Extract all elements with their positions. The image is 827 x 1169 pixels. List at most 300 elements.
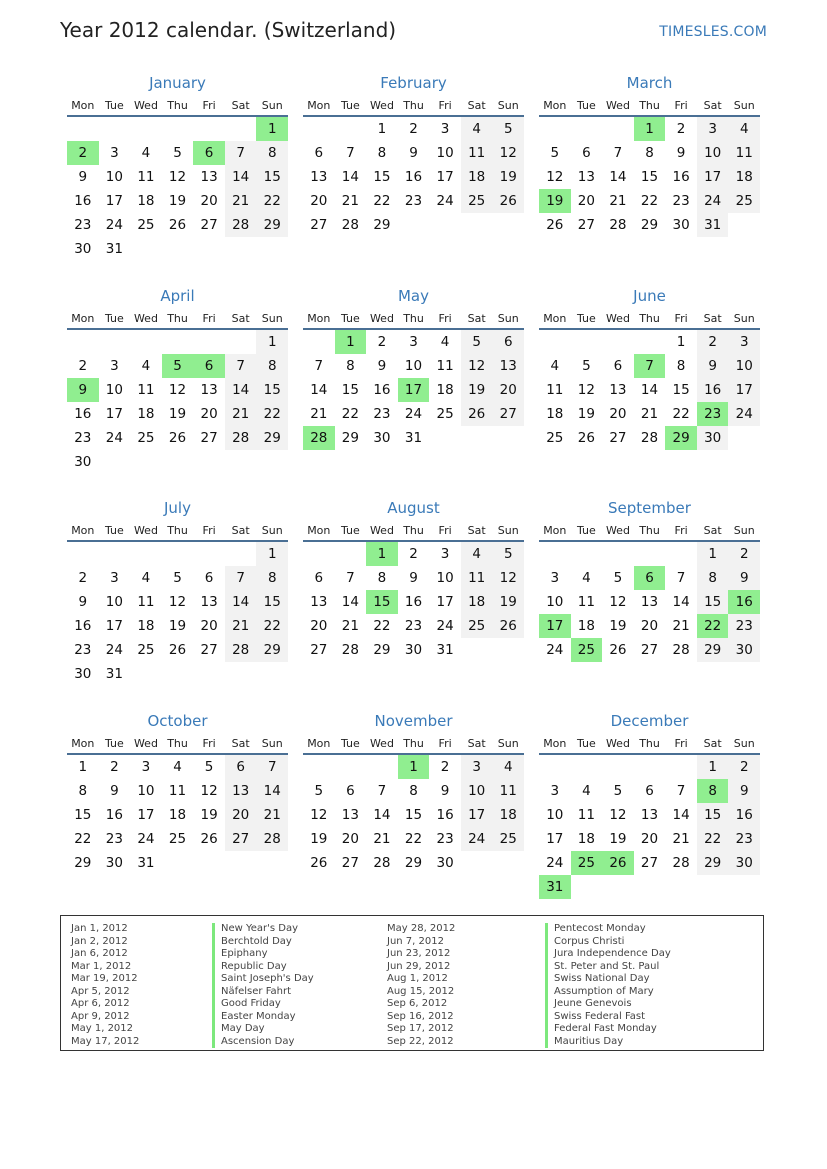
day-cell: 5 — [461, 330, 493, 354]
weekday-header: Tue — [104, 98, 124, 112]
weekday-header: Fri — [202, 523, 216, 537]
day-cell: 15 — [697, 803, 729, 827]
weekday-header: Fri — [438, 736, 452, 750]
month-title: May — [397, 287, 429, 305]
month-title: September — [608, 499, 691, 517]
month-february — [303, 71, 524, 237]
weekday-header-row — [67, 95, 288, 117]
day-cell: 20 — [200, 618, 218, 634]
day-cell: 18 — [461, 165, 493, 189]
day-cell: 28 — [225, 426, 257, 450]
day-cell: 25 — [461, 189, 493, 213]
weekday-header: Sat — [231, 736, 250, 750]
day-cell: 10 — [404, 358, 423, 374]
day-cell: 13 — [341, 807, 359, 823]
day-cell: 6 — [613, 358, 623, 374]
day-cell: 8 — [676, 358, 686, 374]
day-cell: 1 — [366, 542, 398, 566]
week-row — [539, 875, 760, 899]
day-cell: 30 — [672, 217, 690, 233]
weekday-header: Mon — [71, 736, 95, 750]
week-row — [67, 638, 288, 662]
day-cell: 27 — [310, 642, 328, 658]
day-cell: 25 — [436, 406, 454, 422]
empty-cell — [602, 875, 634, 899]
holiday-name: Swiss National Day — [545, 973, 650, 986]
weekday-header: Tue — [340, 311, 360, 325]
day-cell: 2 — [409, 121, 418, 137]
week-row — [303, 779, 524, 803]
day-cell: 30 — [436, 855, 454, 871]
empty-cell — [492, 426, 524, 450]
day-cell: 20 — [341, 831, 359, 847]
day-cell: 25 — [571, 638, 603, 662]
day-cell: 9 — [697, 354, 729, 378]
day-cell: 23 — [728, 614, 760, 638]
day-cell: 11 — [436, 358, 454, 374]
day-cell: 16 — [105, 807, 123, 823]
week-row — [67, 803, 288, 827]
weekday-header: Tue — [104, 311, 124, 325]
holiday-name: Federal Fast Monday — [545, 1023, 657, 1036]
day-cell: 21 — [225, 614, 257, 638]
weekday-header: Wed — [369, 98, 394, 112]
week-row — [303, 378, 524, 402]
empty-cell — [225, 237, 257, 261]
day-cell: 16 — [697, 378, 729, 402]
day-cell: 23 — [728, 827, 760, 851]
empty-cell — [665, 542, 697, 566]
day-cell: 12 — [577, 382, 595, 398]
week-row — [539, 638, 760, 662]
day-cell: 15 — [341, 382, 359, 398]
day-cell: 22 — [672, 406, 690, 422]
month-title: November — [374, 712, 453, 730]
day-cell: 22 — [256, 402, 288, 426]
week-row — [67, 450, 288, 474]
day-cell: 7 — [346, 145, 355, 161]
day-cell: 5 — [173, 570, 182, 586]
day-cell: 17 — [461, 803, 493, 827]
weekday-header: Sat — [231, 523, 250, 537]
day-cell: 20 — [640, 618, 659, 634]
day-cell: 21 — [341, 193, 359, 209]
weekday-header: Thu — [167, 311, 188, 325]
day-cell: 19 — [609, 618, 627, 634]
day-cell: 27 — [341, 855, 359, 871]
week-row — [539, 402, 760, 426]
month-title: December — [610, 712, 689, 730]
day-cell: 13 — [225, 779, 257, 803]
day-cell: 29 — [256, 213, 288, 237]
day-cell: 5 — [162, 354, 194, 378]
site-link[interactable]: TIMESLES.COM — [659, 24, 767, 40]
weekday-header: Sun — [733, 523, 755, 537]
day-cell: 16 — [74, 618, 92, 634]
day-cell: 22 — [256, 189, 288, 213]
week-row — [67, 189, 288, 213]
day-cell: 31 — [539, 875, 571, 899]
empty-cell — [193, 662, 225, 686]
day-cell: 18 — [577, 831, 595, 847]
weekday-header: Thu — [403, 311, 424, 325]
day-cell: 12 — [200, 783, 218, 799]
week-row — [539, 827, 760, 851]
day-cell: 27 — [310, 217, 328, 233]
empty-cell — [602, 330, 634, 354]
day-cell: 14 — [672, 807, 690, 823]
day-cell: 21 — [256, 803, 288, 827]
holiday-name: May Day — [212, 1023, 265, 1036]
day-cell: 1 — [256, 330, 288, 354]
week-row — [303, 803, 524, 827]
empty-cell — [130, 330, 162, 354]
day-cell: 27 — [640, 642, 659, 658]
day-cell: 19 — [168, 406, 187, 422]
empty-cell — [193, 330, 225, 354]
day-cell: 17 — [728, 378, 760, 402]
week-row — [303, 566, 524, 590]
empty-cell — [162, 237, 194, 261]
day-cell: 7 — [314, 358, 324, 374]
day-cell: 7 — [225, 141, 257, 165]
day-cell: 10 — [105, 169, 123, 185]
holiday-date: Jan 1, 2012 — [71, 923, 128, 934]
empty-cell — [130, 237, 162, 261]
day-cell: 5 — [314, 783, 324, 799]
day-cell: 1 — [697, 755, 729, 779]
weekday-header: Thu — [167, 98, 188, 112]
week-row — [303, 330, 524, 354]
empty-cell — [665, 755, 697, 779]
day-cell: 19 — [577, 406, 595, 422]
holiday-name: Näfelser Fahrt — [212, 986, 291, 999]
weekday-header: Sat — [703, 736, 722, 750]
day-cell: 22 — [74, 831, 92, 847]
empty-cell — [225, 851, 257, 875]
day-cell: 20 — [640, 831, 659, 847]
weekday-header: Thu — [639, 311, 660, 325]
week-row — [67, 213, 288, 237]
day-cell: 8 — [377, 145, 387, 161]
empty-cell — [162, 450, 194, 474]
day-cell: 14 — [310, 382, 328, 398]
day-cell: 25 — [137, 430, 155, 446]
month-title: March — [626, 74, 673, 92]
weekday-header: Wed — [605, 736, 630, 750]
day-cell: 23 — [697, 402, 729, 426]
week-row — [539, 426, 760, 450]
day-cell: 21 — [225, 402, 257, 426]
week-row — [539, 614, 760, 638]
day-cell: 2 — [377, 334, 387, 350]
day-cell: 5 — [173, 145, 182, 161]
empty-cell — [162, 851, 194, 875]
day-cell: 10 — [436, 570, 454, 586]
day-cell: 7 — [676, 783, 686, 799]
weekday-header: Tue — [104, 523, 124, 537]
week-row — [67, 165, 288, 189]
weekday-header: Fri — [438, 98, 452, 112]
day-cell: 18 — [546, 406, 564, 422]
holiday-name: Swiss Federal Fast — [545, 1011, 645, 1024]
week-row — [539, 542, 760, 566]
empty-cell — [130, 450, 162, 474]
day-cell: 21 — [310, 406, 328, 422]
day-cell: 28 — [256, 827, 288, 851]
day-cell: 26 — [168, 430, 187, 446]
weekday-header-row — [303, 520, 524, 542]
holiday-name: Assumption of Mary — [545, 986, 654, 999]
weekday-header: Wed — [605, 98, 630, 112]
weekday-header: Thu — [639, 98, 660, 112]
day-cell: 1 — [256, 117, 288, 141]
weekday-header: Wed — [369, 736, 394, 750]
holiday-name: Ascension Day — [212, 1036, 294, 1049]
weekday-header: Sat — [231, 98, 250, 112]
day-cell: 18 — [492, 803, 524, 827]
day-cell: 1 — [335, 330, 367, 354]
empty-cell — [225, 662, 257, 686]
day-cell: 14 — [373, 807, 391, 823]
weekday-header-row — [539, 520, 760, 542]
day-cell: 3 — [440, 546, 450, 562]
weekday-header-row — [67, 733, 288, 755]
day-cell: 21 — [640, 406, 659, 422]
week-row — [303, 354, 524, 378]
day-cell: 4 — [141, 570, 151, 586]
day-cell: 13 — [200, 169, 218, 185]
day-cell: 18 — [577, 618, 595, 634]
weekday-header: Fri — [674, 736, 688, 750]
weekday-header: Fri — [202, 736, 216, 750]
week-row — [67, 378, 288, 402]
holiday-date: Jun 23, 2012 — [387, 948, 451, 959]
day-cell: 6 — [225, 755, 257, 779]
day-cell: 20 — [310, 193, 328, 209]
day-cell: 7 — [676, 570, 686, 586]
day-cell: 30 — [105, 855, 123, 871]
day-cell: 6 — [346, 783, 355, 799]
holiday-name: Pentecost Monday — [545, 923, 646, 936]
empty-cell — [634, 875, 666, 899]
day-cell: 11 — [492, 779, 524, 803]
weekday-header: Sat — [703, 311, 722, 325]
day-cell: 8 — [256, 354, 288, 378]
day-cell: 3 — [550, 570, 560, 586]
day-cell: 30 — [404, 642, 423, 658]
weekday-header: Mon — [307, 311, 331, 325]
day-cell: 19 — [609, 831, 627, 847]
weekday-header: Fri — [674, 98, 688, 112]
day-cell: 22 — [373, 193, 391, 209]
empty-cell — [130, 542, 162, 566]
day-cell: 10 — [697, 141, 729, 165]
week-row — [539, 213, 760, 237]
day-cell: 5 — [204, 759, 214, 775]
empty-cell — [225, 117, 257, 141]
day-cell: 18 — [168, 807, 187, 823]
week-row — [67, 755, 288, 779]
day-cell: 1 — [398, 755, 430, 779]
day-cell: 27 — [200, 430, 218, 446]
day-cell: 23 — [74, 642, 92, 658]
day-cell: 21 — [672, 618, 690, 634]
day-cell: 27 — [225, 827, 257, 851]
month-january — [67, 71, 288, 261]
day-cell: 4 — [141, 145, 151, 161]
day-cell: 30 — [728, 851, 760, 875]
day-cell: 15 — [672, 382, 690, 398]
empty-cell — [461, 851, 493, 875]
day-cell: 7 — [225, 354, 257, 378]
day-cell: 12 — [461, 354, 493, 378]
empty-cell — [162, 662, 194, 686]
day-cell: 28 — [341, 217, 359, 233]
day-cell: 26 — [461, 402, 493, 426]
empty-cell — [571, 542, 603, 566]
day-cell: 14 — [225, 378, 257, 402]
empty-cell — [67, 117, 99, 141]
weekday-header: Tue — [340, 98, 360, 112]
day-cell: 17 — [436, 594, 454, 610]
day-cell: 4 — [461, 542, 493, 566]
day-cell: 7 — [634, 354, 666, 378]
day-cell: 24 — [728, 402, 760, 426]
weekday-header: Fri — [674, 311, 688, 325]
day-cell: 11 — [137, 382, 155, 398]
day-cell: 1 — [256, 542, 288, 566]
weekday-header: Mon — [543, 523, 567, 537]
day-cell: 3 — [141, 759, 151, 775]
day-cell: 6 — [634, 566, 666, 590]
day-cell: 12 — [168, 594, 187, 610]
day-cell: 11 — [461, 141, 493, 165]
weekday-header: Sun — [261, 523, 283, 537]
holiday-name: Jeune Genevois — [545, 998, 632, 1011]
day-cell: 7 — [256, 755, 288, 779]
day-cell: 14 — [256, 779, 288, 803]
day-cell: 17 — [546, 831, 564, 847]
day-cell: 28 — [640, 430, 659, 446]
weekday-header: Sat — [467, 523, 486, 537]
month-title: January — [149, 74, 206, 92]
day-cell: 22 — [256, 614, 288, 638]
month-september — [539, 496, 760, 662]
holiday-name: Berchtold Day — [212, 936, 292, 949]
day-cell: 2 — [728, 542, 760, 566]
holiday-name: Jura Independence Day — [545, 948, 671, 961]
week-row — [303, 141, 524, 165]
day-cell: 16 — [728, 803, 760, 827]
day-cell: 15 — [74, 807, 92, 823]
day-cell: 24 — [436, 618, 454, 634]
holiday-name: Epiphany — [212, 948, 268, 961]
day-cell: 31 — [436, 642, 454, 658]
day-cell: 19 — [168, 618, 187, 634]
week-row — [67, 827, 288, 851]
weekday-header: Mon — [543, 311, 567, 325]
day-cell: 24 — [105, 430, 123, 446]
empty-cell — [67, 330, 99, 354]
day-cell: 11 — [461, 566, 493, 590]
holiday-name: Corpus Christi — [545, 936, 624, 949]
day-cell: 4 — [728, 117, 760, 141]
day-cell: 2 — [78, 570, 88, 586]
day-cell: 19 — [168, 193, 187, 209]
day-cell: 8 — [645, 145, 654, 161]
weekday-header: Sun — [261, 98, 283, 112]
day-cell: 26 — [492, 614, 524, 638]
holiday-name: Republic Day — [212, 961, 287, 974]
day-cell: 24 — [436, 193, 454, 209]
day-cell: 16 — [74, 406, 92, 422]
empty-cell — [99, 117, 131, 141]
holiday-date: Jun 29, 2012 — [387, 960, 451, 972]
empty-cell — [398, 213, 430, 237]
empty-cell — [162, 117, 194, 141]
day-cell: 24 — [404, 406, 423, 422]
day-cell: 27 — [200, 217, 218, 233]
day-cell: 31 — [404, 430, 423, 446]
day-cell: 10 — [546, 807, 564, 823]
day-cell: 2 — [409, 546, 418, 562]
weekday-header: Mon — [307, 736, 331, 750]
weekday-header: Mon — [543, 98, 567, 112]
day-cell: 13 — [640, 807, 659, 823]
empty-cell — [256, 450, 288, 474]
weekday-header: Wed — [133, 523, 158, 537]
day-cell: 31 — [697, 213, 729, 237]
holiday-date: Apr 9, 2012 — [71, 1010, 130, 1022]
day-cell: 6 — [314, 570, 324, 586]
empty-cell — [193, 237, 225, 261]
holiday-name: Good Friday — [212, 998, 281, 1011]
weekday-header: Sun — [497, 736, 519, 750]
day-cell: 11 — [168, 783, 187, 799]
day-cell: 16 — [672, 169, 690, 185]
empty-cell — [193, 851, 225, 875]
day-cell: 30 — [373, 430, 391, 446]
day-cell: 11 — [577, 594, 595, 610]
day-cell: 4 — [141, 358, 151, 374]
day-cell: 20 — [200, 406, 218, 422]
day-cell: 19 — [539, 189, 571, 213]
day-cell: 28 — [225, 638, 257, 662]
empty-cell — [303, 542, 335, 566]
empty-cell — [303, 117, 335, 141]
day-cell: 23 — [105, 831, 123, 847]
week-row — [303, 827, 524, 851]
day-cell: 29 — [697, 851, 729, 875]
day-cell: 13 — [640, 594, 659, 610]
day-cell: 3 — [409, 334, 418, 350]
week-row — [539, 330, 760, 354]
empty-cell — [225, 542, 257, 566]
day-cell: 12 — [310, 807, 328, 823]
day-cell: 26 — [609, 642, 627, 658]
day-cell: 17 — [105, 193, 123, 209]
day-cell: 20 — [200, 193, 218, 209]
day-cell: 8 — [697, 566, 729, 590]
weekday-header: Sun — [497, 523, 519, 537]
holiday-name: Saint Joseph's Day — [212, 973, 314, 986]
month-title: April — [160, 287, 195, 305]
week-row — [539, 378, 760, 402]
day-cell: 9 — [409, 145, 418, 161]
empty-cell — [728, 213, 760, 237]
weekday-header: Thu — [167, 736, 188, 750]
